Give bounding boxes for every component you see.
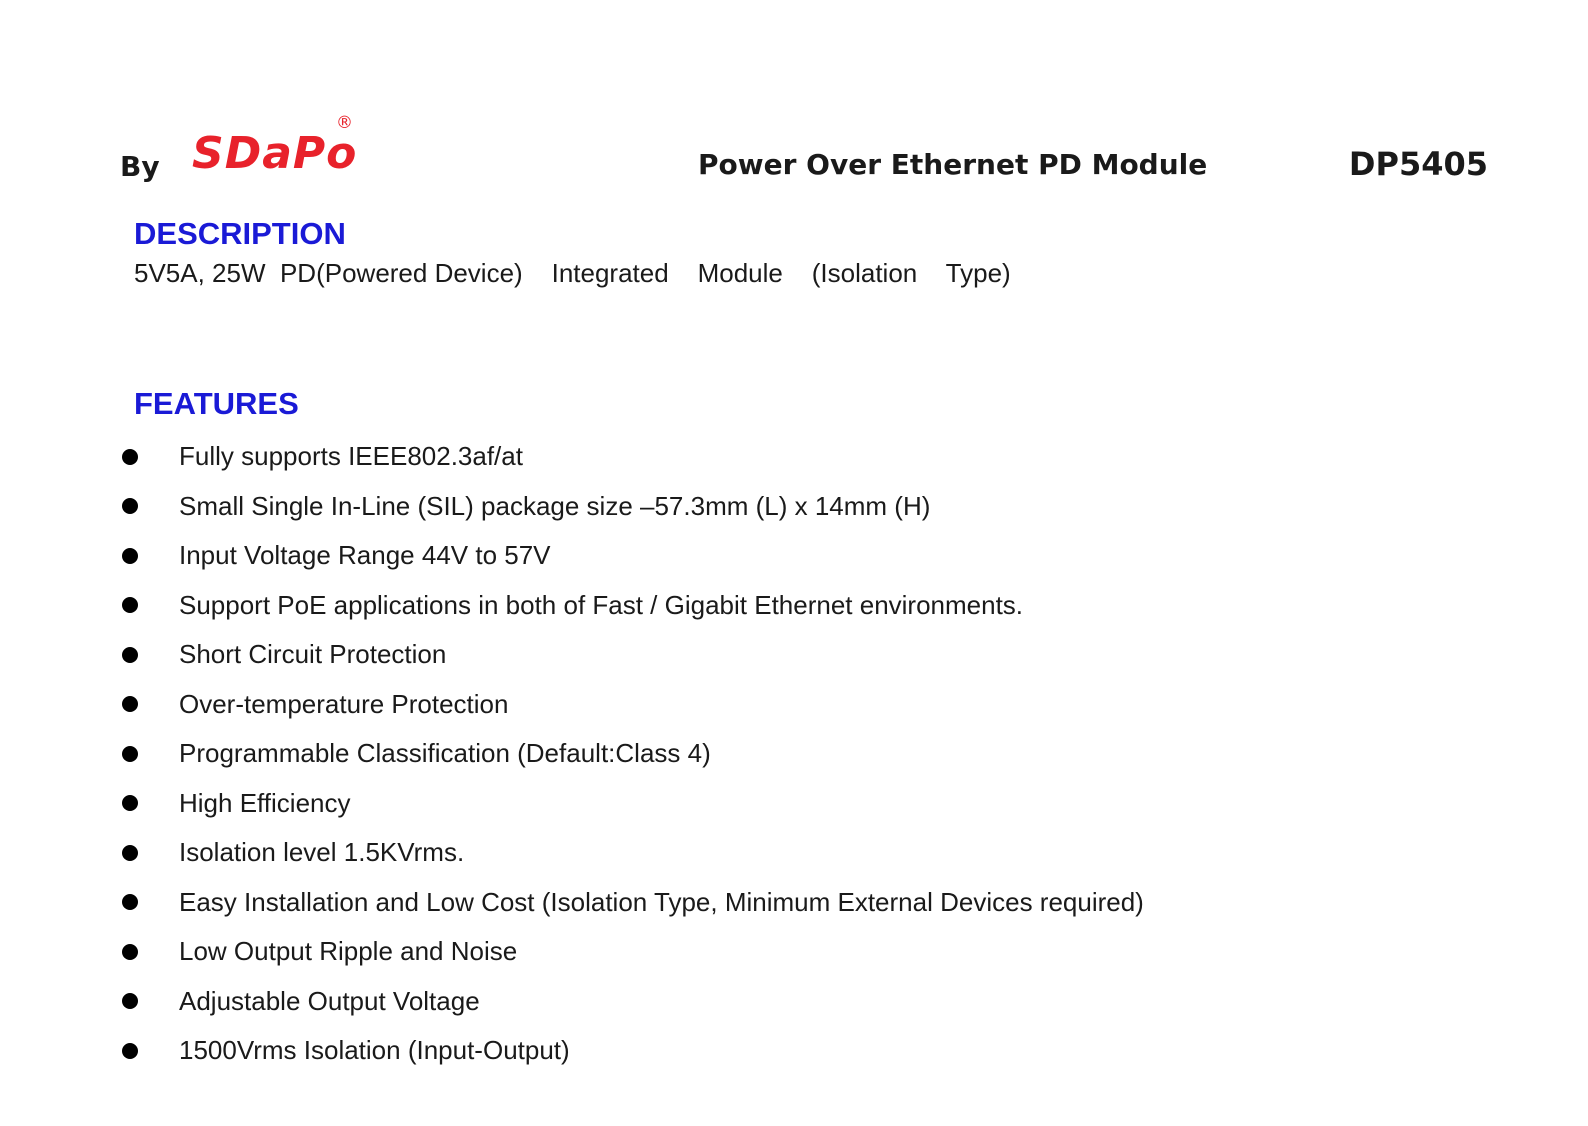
part-number: DP5405 [1348, 145, 1488, 183]
feature-item [120, 680, 1144, 730]
bullet-icon [122, 449, 138, 465]
by-label: By [120, 150, 160, 183]
registered-mark: ® [336, 113, 353, 133]
feature-text: Short Circuit Protection [179, 639, 447, 670]
feature-item [120, 1026, 1144, 1076]
bullet-icon [122, 894, 138, 910]
description-text: 5V5A, 25W PD(Powered Device) Integrated Module (Isolation Type) [134, 258, 1011, 288]
feature-item [120, 927, 1144, 977]
feature-text: 1500Vrms Isolation (Input-Output) [179, 1035, 570, 1066]
feature-text: Easy Installation and Low Cost (Isolation Type, Minimum External Devices required) [179, 886, 1144, 917]
feature-text: Over-temperature Protection [179, 688, 509, 719]
bullet-icon [122, 944, 138, 960]
feature-item [120, 878, 1144, 928]
feature-text: Isolation level 1.5KVrms. [179, 837, 465, 868]
feature-item [120, 729, 1144, 779]
feature-text: High Efficiency [179, 787, 351, 818]
feature-text: Input Voltage Range 44V to 57V [179, 540, 551, 571]
brand-logo: SDaPo [192, 128, 358, 179]
page-header [0, 0, 1588, 200]
feature-item [120, 977, 1144, 1027]
document-title: Power Over Ethernet PD Module [698, 148, 1208, 181]
feature-item [120, 828, 1144, 878]
feature-item [120, 432, 1144, 482]
feature-text: Adjustable Output Voltage [179, 985, 480, 1016]
bullet-icon [122, 647, 138, 663]
bullet-icon [122, 597, 138, 613]
features-list [120, 432, 1144, 1076]
description-heading: DESCRIPTION [134, 216, 346, 251]
feature-text: Small Single In-Line (SIL) package size –57.3mm (L) x 14mm (H) [179, 490, 931, 521]
features-heading: FEATURES [134, 386, 299, 421]
feature-item [120, 531, 1144, 581]
bullet-icon [122, 548, 138, 564]
feature-item [120, 581, 1144, 631]
bullet-icon [122, 498, 138, 514]
feature-text: Fully supports IEEE802.3af/at [179, 441, 523, 472]
feature-text: Low Output Ripple and Noise [179, 936, 518, 967]
feature-text: Support PoE applications in both of Fast / Gigabit Ethernet environments. [179, 589, 1024, 620]
feature-text: Programmable Classification (Default:Class 4) [179, 738, 711, 769]
feature-item [120, 630, 1144, 680]
bullet-icon [122, 993, 138, 1009]
bullet-icon [122, 696, 138, 712]
bullet-icon [122, 1043, 138, 1059]
bullet-icon [122, 746, 138, 762]
bullet-icon [122, 795, 138, 811]
feature-item [120, 779, 1144, 829]
feature-item [120, 482, 1144, 532]
bullet-icon [122, 845, 138, 861]
